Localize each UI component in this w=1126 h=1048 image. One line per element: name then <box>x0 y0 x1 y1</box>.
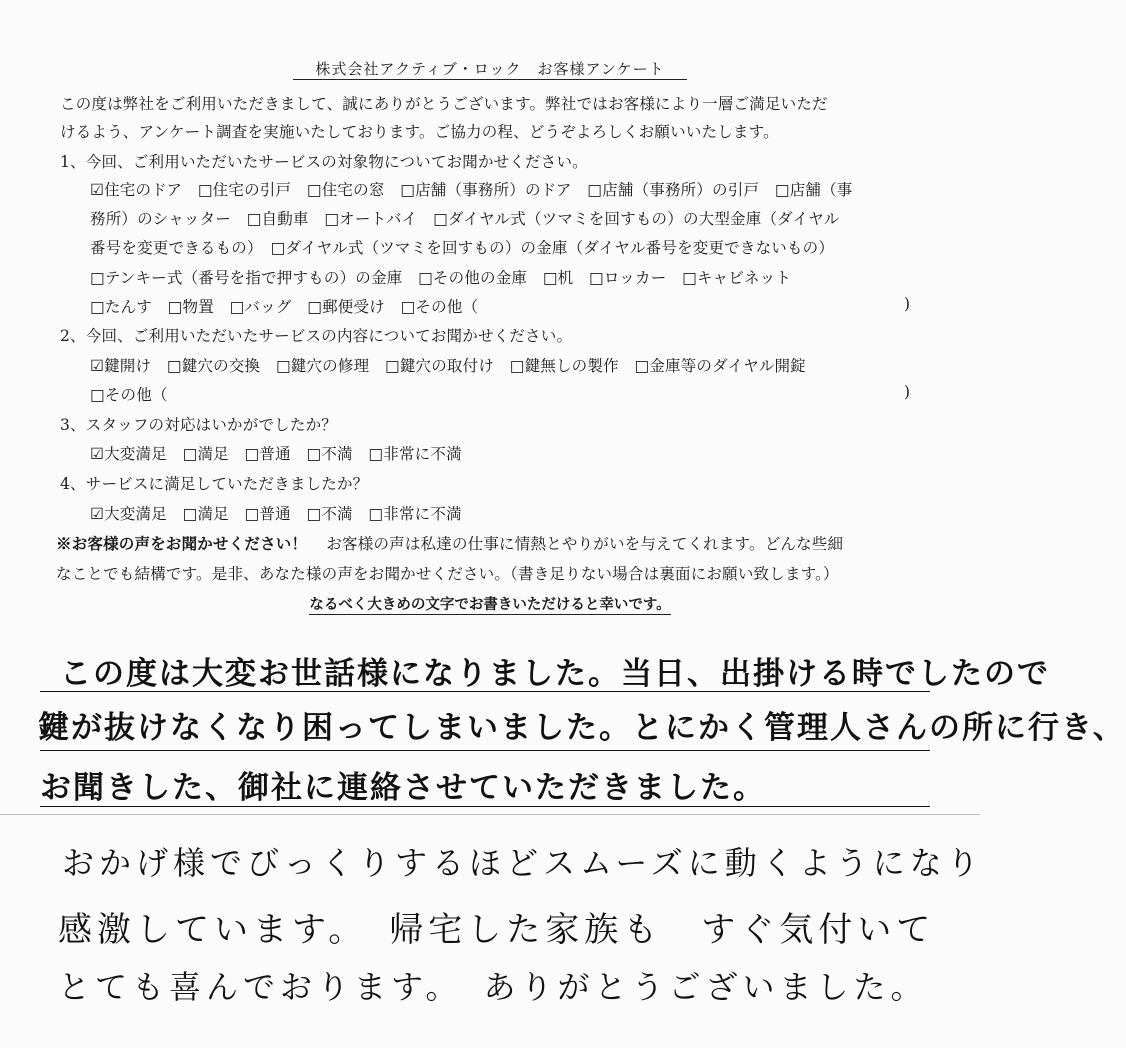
question-1-options-4: □テンキー式（番号を指で押すもの）の金庫 □その他の金庫 □机 □ロッカー □キャビネット <box>90 269 792 287</box>
voice-note: なるべく大きめの文字でお書きいただけると幸いです。 <box>309 596 671 613</box>
question-1-options-5: □たんす □物置 □バッグ □郵便受け □その他（ <box>90 298 479 316</box>
question-1-options-2: 務所）のシャッター □自動車 □オートバイ □ダイヤル式（ツマミを回すもの）の大型金庫（ダイヤル <box>90 210 840 228</box>
voice-text-1: お客様の声は私達の仕事に情熱とやりがいを与えてくれます。どんな些細 <box>326 535 844 553</box>
question-3-options: ☑大変満足 □満足 □普通 □不満 □非常に不満 <box>90 445 462 463</box>
question-2-options-1: ☑鍵開け □鍵穴の交換 □鍵穴の修理 □鍵穴の取付け □鍵無しの製作 □金庫等のダイヤル開錠 <box>90 357 806 375</box>
question-1-options-3: 番号を変更できるもの） □ダイヤル式（ツマミを回すもの）の金庫（ダイヤル番号を変更できないもの） <box>90 239 835 257</box>
voice-section <box>56 532 940 554</box>
handwritten-line-4: おかげ様でびっくりするほどスムーズに動くようになり <box>62 844 984 882</box>
handwritten-line-1: この度は大変お世話様になりました。当日、出掛ける時でしたので <box>60 656 1050 692</box>
writing-rule-3 <box>40 806 930 807</box>
intro-line-2: けるよう、アンケート調査を実施いたしております。ご協力の程、どうぞよろしくお願いいたします。 <box>60 123 779 141</box>
handwritten-line-2: 鍵が抜けなくなり困ってしまいました。とにかく管理人さんの所に行き、 <box>38 710 1126 746</box>
intro-line-1: この度は弊社をご利用いただきまして、誠にありがとうございます。弊社ではお客様により一層ご満足いただ <box>60 95 828 113</box>
writing-rule-2 <box>40 750 930 751</box>
question-4-options: ☑大変満足 □満足 □普通 □不満 □非常に不満 <box>90 505 462 523</box>
question-2-options-2: □その他（ <box>90 386 168 404</box>
question-2: 2、今回、ご利用いただいたサービスの内容についてお聞かせください。 <box>60 327 573 345</box>
paper-edge <box>0 814 980 815</box>
survey-title: 株式会社アクティブ・ロック お客様アンケート <box>0 58 980 79</box>
question-2-paren-close: ) <box>904 383 911 401</box>
question-1-options-1: ☑住宅のドア □住宅の引戸 □住宅の窓 □店舗（事務所）のドア □店舗（事務所）の引戸 □店舗（事 <box>90 181 853 199</box>
voice-heading: ※お客様の声をお聞かせください！ <box>56 534 308 553</box>
question-4: 4、サービスに満足していただきましたか？ <box>60 475 369 493</box>
writing-rule-1 <box>40 691 930 692</box>
question-1-paren-close: ) <box>904 295 911 313</box>
handwritten-line-3: お聞きした、御社に連絡させていただきました。 <box>40 770 766 806</box>
handwritten-line-5: 感激しています。 帰宅した家族も すぐ気付いて <box>58 910 936 950</box>
question-3: 3、スタッフの対応はいかがでしたか？ <box>60 416 337 434</box>
question-1: 1、今回、ご利用いただいたサービスの対象物についてお聞かせください。 <box>60 153 588 171</box>
handwritten-line-6: とても喜んでおります。 ありがとうございました。 <box>58 968 928 1006</box>
voice-text-2: なことでも結構です。是非、あなた様の声をお聞かせください。（書き足りない場合は裏面にお願い致します。） <box>56 565 839 583</box>
